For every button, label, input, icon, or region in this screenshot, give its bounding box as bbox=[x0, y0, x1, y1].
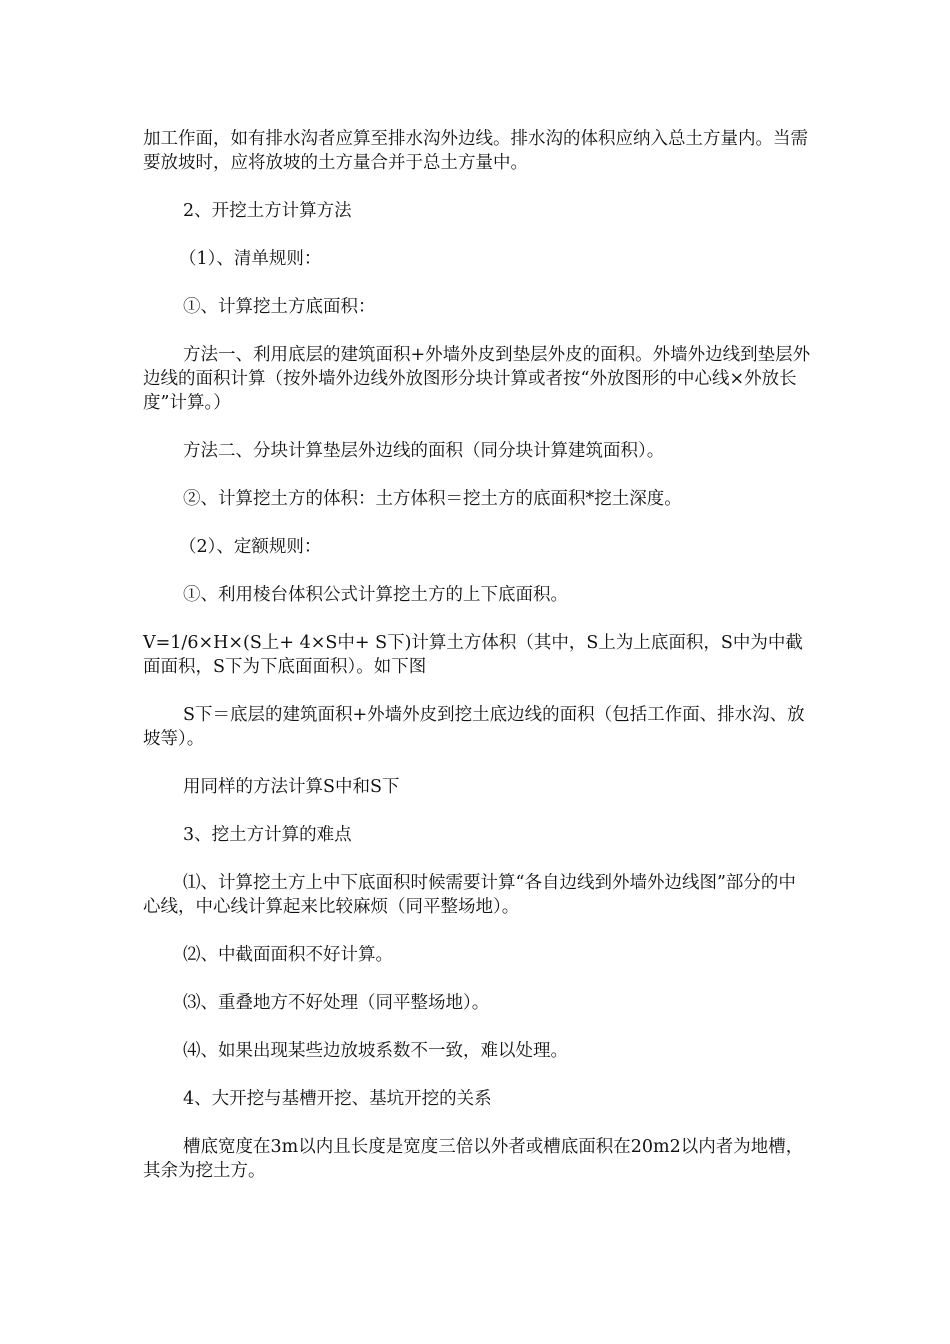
difficulty-item-2: ⑵、中截面面积不好计算。 bbox=[183, 945, 393, 965]
subheading-list-rules: （1）、清单规则： bbox=[179, 249, 322, 269]
paragraph-s-bottom: S下＝底层的建筑面积+外墙外皮到挖土底边线的面积（包括工作面、排水沟、放坡等）。 bbox=[143, 705, 805, 749]
difficulty-item-3: ⑶、重叠地方不好处理（同平整场地）。 bbox=[183, 993, 490, 1013]
paragraph-drainage-note: 加工作面，如有排水沟者应算至排水沟外边线。排水沟的体积应纳入总土方量内。当需要放坡时，应将放坡的土方量合并于总土方量中。 bbox=[143, 129, 808, 173]
paragraph-same-method: 用同样的方法计算S中和S下 bbox=[183, 777, 400, 797]
item-frustum-formula: ①、利用棱台体积公式计算挖土方的上下底面积。 bbox=[183, 585, 568, 605]
paragraph-method-two: 方法二、分块计算垫层外边线的面积（同分块计算建筑面积）。 bbox=[183, 441, 665, 461]
item-bottom-area: ①、计算挖土方底面积： bbox=[183, 297, 376, 317]
item-volume: ②、计算挖土方的体积：土方体积＝挖土方的底面积*挖土深度。 bbox=[183, 489, 682, 509]
heading-excavation-relation: 4、大开挖与基槽开挖、基坑开挖的关系 bbox=[183, 1089, 492, 1109]
difficulty-item-4: ⑷、如果出现某些边放坡系数不一致，难以处理。 bbox=[183, 1041, 568, 1061]
heading-difficulties: 3、挖土方计算的难点 bbox=[183, 825, 352, 845]
difficulty-item-1: ⑴、计算挖土方上中下底面积时候需要计算“各自边线到外墙外边线图”部分的中心线，中心线计算起来比较麻烦（同平整场地）。 bbox=[143, 873, 796, 917]
heading-excavation-method: 2、开挖土方计算方法 bbox=[183, 201, 352, 221]
subheading-quota-rules: （2）、定额规则： bbox=[179, 537, 322, 557]
paragraph-method-one: 方法一、利用底层的建筑面积+外墙外皮到垫层外皮的面积。外墙外边线到垫层外边线的面积计算（按外墙外边线外放图形分块计算或者按“外放图形的中心线×外放长度”计算。） bbox=[143, 345, 811, 413]
paragraph-volume-formula: V=1/6×H×(S上+ 4×S中+ S下)计算土方体积（其中，S上为上底面积，S中为中截面面积，S下为下底面面积）。如下图 bbox=[143, 633, 803, 677]
paragraph-trench-definition: 槽底宽度在3m以内且长度是宽度三倍以外者或槽底面积在20m2以内者为地槽，其余为挖土方。 bbox=[143, 1137, 804, 1181]
